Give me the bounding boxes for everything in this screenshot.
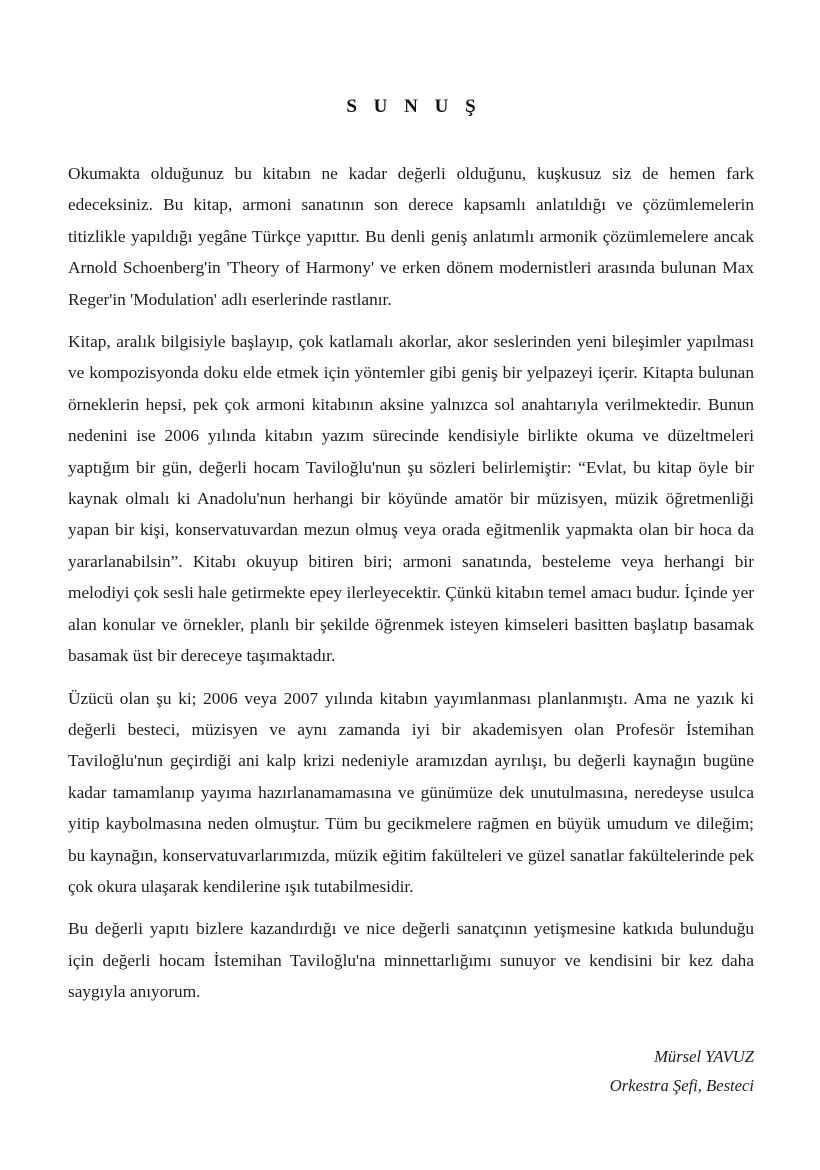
- paragraph: Kitap, aralık bilgisiyle başlayıp, çok katlamalı akorlar, akor seslerinden yeni bileşimler yapılması ve kompozisyonda doku elde etmek için yöntemler gibi geniş bir yelpazeyi içerir. Kitapta bulunan örneklerin hepsi, pek çok armoni kitabının aksine yalnızca sol anahtarıyla verilmektedir. Bunun nedenini ise 2006 yılında kitabın yazım sürecinde kendisiyle birlikte okuma ve düzeltmeleri yaptığım bir gün, değerli hocam Taviloğlu'nun şu sözleri belirlemiştir: “Evlat, bu kitap öyle bir kaynak olmalı ki Anadolu'nun herhangi bir köyünde amatör bir müzisyen, müzik öğretmenliği yapan bir kişi, konservatuvardan mezun olmuş veya orada eğitmenlik yapmakta olan bir hoca da yararlanabilsin”. Kitabı okuyup bitiren biri; armoni sanatında, besteleme veya herhangi bir melodiyi çok sesli hale getirmekte epey ilerleyecektir. Çünkü kitabın temel amacı budur. İçinde yer alan konular ve örnekler, planlı bir şekilde öğrenmek isteyen kimseleri basitten başlatıp basamak basamak üst bir dereceye taşımaktadır.: [68, 332, 754, 666]
- body-text: [68, 158, 754, 1008]
- signature-name: Mürsel YAVUZ: [654, 1046, 754, 1066]
- paragraph: Okumakta olduğunuz bu kitabın ne kadar değerli olduğunu, kuşkusuz siz de hemen fark edeceksiniz. Bu kitap, armoni sanatının son derece kapsamlı anlatıldığı ve çözümlemelerin titizlikle yapıldığı yegâne Türkçe yapıttır. Bu denli geniş anlatımlı armonik çözümlemelere ancak Arnold Schoenberg'in 'Theory of Harmony' ve erken dönem modernistleri arasında bulunan Max Reger'in 'Modulation' adlı eserlerinde rastlanır.: [68, 164, 754, 309]
- page-content: [68, 0, 754, 1100]
- signature-block: [68, 1042, 754, 1100]
- page-title: S U N U Ş: [346, 96, 482, 117]
- paragraph: Üzücü olan şu ki; 2006 veya 2007 yılında kitabın yayımlanması planlanmıştı. Ama ne yazık ki değerli besteci, müzisyen ve aynı zamanda iyi bir akademisyen olan Profesör İstemihan Taviloğlu'nun geçirdiği ani kalp krizi nedeniyle aramızdan ayrılışı, bu değerli kaynağın bugüne kadar tamamlanıp yayıma hazırlanamamasına ve günümüze dek unutulmasına, neredeyse usulca yitip kaybolmasına neden olmuştur. Tüm bu gecikmelere rağmen en büyük umudum ve dileğim; bu kaynağın, konservatuvarlarımızda, müzik eğitim fakülteleri ve güzel sanatlar fakültelerinde pek çok okura ulaşarak kendilerine ışık tutabilmesidir.: [68, 688, 754, 896]
- signature-role: Orkestra Şefi, Besteci: [609, 1075, 754, 1095]
- paragraph: Bu değerli yapıtı bizlere kazandırdığı ve nice değerli sanatçının yetişmesine katkıda bulunduğu için değerli hocam İstemihan Taviloğlu'na minnettarlığımı sunuyor ve kendisini bir kez daha saygıyla anıyorum.: [68, 919, 754, 1002]
